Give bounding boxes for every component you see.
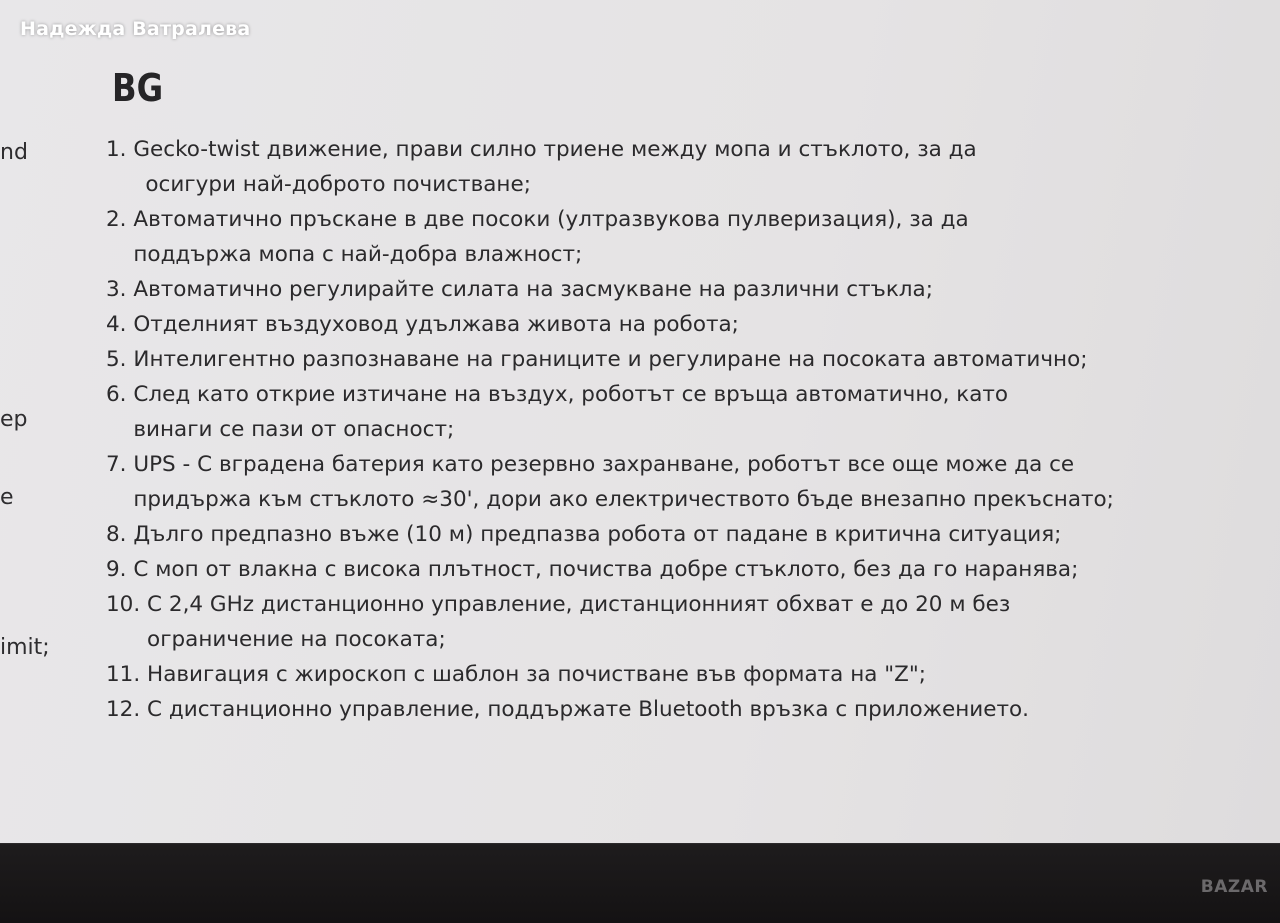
item-number: 9. (106, 557, 127, 582)
item-number: 10. (106, 592, 141, 617)
list-item (106, 202, 1274, 272)
item-text: С моп от влакна с висока плътност, почиства добре стъклото, без да го наранява; (133, 557, 1079, 582)
item-text: Интелигентно разпознаване на границите и регулиране на посоката автоматично; (133, 347, 1088, 372)
item-text: Gecko-twist движение, прави силно триене между мопа и стъклото, за да (133, 137, 977, 162)
left-column-fragment: imit; (0, 635, 50, 660)
item-number: 1. (106, 137, 127, 162)
item-number: 3. (106, 277, 127, 302)
list-item (106, 307, 1274, 342)
item-number: 12. (106, 697, 141, 722)
item-number: 11. (106, 662, 141, 687)
list-item (106, 377, 1274, 447)
list-item (106, 692, 1274, 727)
item-text: Отделният въздуховод удължава живота на робота; (133, 312, 739, 337)
item-text-continued: придържа към стъклото ≈30', дори ако електричеството бъде внезапно прекъснато; (133, 487, 1114, 512)
language-heading: BG (112, 66, 164, 110)
item-text-continued: поддържа мопа с най-добра влажност; (133, 242, 583, 267)
list-item (106, 587, 1274, 657)
item-number: 2. (106, 207, 127, 232)
item-number: 6. (106, 382, 127, 407)
item-text: След като открие изтичане на въздух, роботът се връща автоматично, като (133, 382, 1009, 407)
item-text: С 2,4 GHz дистанционно управление, дистанционният обхват е до 20 м без (147, 592, 1011, 617)
list-item (106, 447, 1274, 517)
item-text: С дистанционно управление, поддържате Bluetooth връзка с приложението. (147, 697, 1029, 722)
item-number: 5. (106, 347, 127, 372)
feature-list (106, 132, 1274, 727)
item-text-continued: осигури най-доброто почистване; (145, 172, 531, 197)
item-number: 8. (106, 522, 127, 547)
list-item (106, 132, 1274, 202)
item-text-continued: ограничение на посоката; (147, 627, 446, 652)
item-number: 4. (106, 312, 127, 337)
item-text: Автоматично регулирайте силата на засмукване на различни стъкла; (133, 277, 933, 302)
bazar-logo: BAZAR (1200, 877, 1268, 897)
item-text: UPS - С вградена батерия като резервно захранване, роботът все още може да се (133, 452, 1075, 477)
left-column-fragment: ep (0, 407, 28, 432)
list-item (106, 272, 1274, 307)
item-text: Автоматично пръскане в две посоки (ултразвукова пулверизация), за да (133, 207, 969, 232)
left-column-fragment: nd (0, 140, 28, 165)
list-item (106, 342, 1274, 377)
list-item (106, 657, 1274, 692)
item-number: 7. (106, 452, 127, 477)
item-text-continued: винаги се пази от опасност; (133, 417, 455, 442)
item-text: Навигация с жироскоп с шаблон за почистване във формата на "Z"; (147, 662, 927, 687)
uploader-watermark: Надежда Ватралева (20, 18, 251, 40)
list-item (106, 552, 1274, 587)
list-item (106, 517, 1274, 552)
item-text: Дълго предпазно въже (10 м) предпазва робота от падане в критична ситуация; (133, 522, 1062, 547)
left-column-fragment: e (0, 485, 14, 510)
